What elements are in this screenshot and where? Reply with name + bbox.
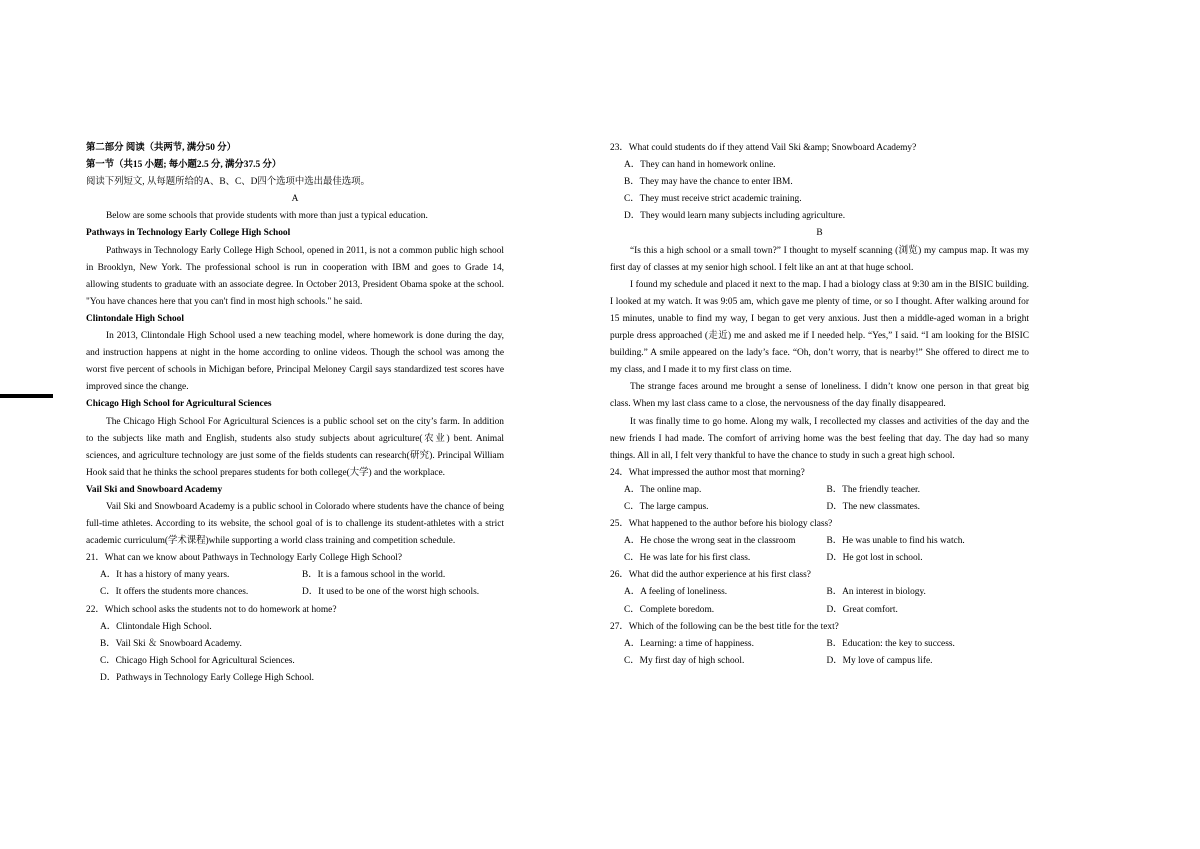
answer-option: C．He was late for his first class. [624, 553, 751, 564]
question-options [610, 482, 1029, 516]
question-stem: 27．Which of the following can be the best title for the text? [610, 621, 839, 632]
school-heading: Clintondale High School [86, 313, 184, 324]
school-heading: Pathways in Technology Early College High School [86, 228, 291, 239]
school-heading: Chicago High School for Agricultural Sciences [86, 399, 272, 410]
answer-option: A．A feeling of loneliness. [624, 587, 728, 598]
question-options [610, 533, 1029, 567]
left-column [86, 140, 504, 687]
question-stem: 23．What could students do if they attend Vail Ski &amp; Snowboard Academy? [610, 143, 917, 153]
answer-option: A．Learning: a time of happiness. [624, 638, 754, 649]
answer-option: C．They must receive strict academic training. [624, 194, 802, 205]
answer-option: B．Vail Ski ＆ Snowboard Academy. [100, 638, 242, 649]
question-options [86, 619, 504, 687]
section-heading: 第一节（共15 小题; 每小题2.5 分, 满分37.5 分） [86, 160, 282, 171]
answer-option: D．My love of campus life. [826, 655, 933, 666]
answer-option: D．They would learn many subjects including agriculture. [624, 211, 846, 222]
answer-option: A．The online map. [624, 484, 702, 495]
question-stem: 25．What happened to the author before his biology class? [610, 519, 833, 530]
story-paragraph: It was finally time to go home. Along my walk, I recollected my classes and activities of the day and the new friends I had made. The comfort of arriving home was the best feeling that day. The day had so many things. All in all, I felt very thankful to have the chance to study in such a great high school. [610, 416, 1029, 461]
answer-option: C．It offers the students more chances. [100, 587, 249, 598]
school-heading: Vail Ski and Snowboard Academy [86, 484, 223, 495]
answer-option: C．My first day of high school. [624, 655, 745, 666]
answer-option: C．Chicago High School for Agricultural Sciences. [100, 655, 295, 666]
part-heading: 第二部分 阅读（共两节, 满分50 分） [86, 143, 237, 153]
answer-option: B．He was unable to find his watch. [826, 536, 965, 547]
answer-option: A．Clintondale High School. [100, 621, 212, 632]
answer-option: D．The new classmates. [826, 501, 920, 512]
answer-option: A．They can hand in homework online. [624, 160, 776, 171]
answer-option: B．Education: the key to success. [826, 638, 955, 649]
answer-option: D．It used to be one of the worst high schools. [302, 587, 480, 598]
question-stem: 22．Which school asks the students not to do homework at home? [86, 604, 337, 615]
question-options [610, 157, 1029, 225]
answer-option: A．He chose the wrong seat in the classroom [624, 536, 796, 547]
question-options [610, 584, 1029, 618]
school-paragraph: In 2013, Clintondale High School used a new teaching model, where homework is done during the day, and instruction happens at night in the home according to online videos. Though the school was among the worst five percent of schools in Michigan before, Principal Meloney Cargil says standardized test scores have improved since the change. [86, 331, 504, 393]
story-paragraph: The strange faces around me brought a sense of loneliness. I didn’t know one person in that great big class. When my last class came to a close, the nervousness of the day finally disappeared. [610, 382, 1029, 410]
answer-option: C．Complete boredom. [624, 604, 715, 615]
answer-option: B．It is a famous school in the world. [302, 570, 446, 581]
answer-option: D．Pathways in Technology Early College High School. [100, 672, 314, 683]
question-options [86, 567, 504, 601]
question-stem: 21．What can we know about Pathways in Technology Early College High School? [86, 553, 403, 564]
question-options [610, 636, 1029, 670]
answer-option: B．They may have the chance to enter IBM. [624, 177, 793, 188]
answer-option: D．Great comfort. [826, 604, 898, 615]
story-paragraph: I found my schedule and placed it next to the map. I had a biology class at 9:30 am in the BISIC building. I looked at my watch. It was 9:05 am, which gave me plenty of time, or so I thought. After walking around for 15 minutes, unable to find my way, I began to get very anxious. Just then a middle-aged woman in a bright purple dress approached (走近) me and asked me if I needed help. “Yes,” I said. “I am looking for the BISIC building.” A smile appeared on the lady’s face. “Oh, don’t worry, that is nearby!” She offered to direct me to my class, and I made it to my first class on time. [610, 279, 1029, 376]
instruction-text: 阅读下列短文, 从每题所给的A、B、C、D四个选项中选出最佳选项。 [86, 177, 370, 188]
school-paragraph: Vail Ski and Snowboard Academy is a public school in Colorado where students have the chance of being full-time athletes. According to its website, the school goal of is to challenge its student-athletes with a strict academic curriculum(学术课程)while supporting a world class training and competition schedule. [86, 501, 504, 547]
passage-b-label: B [816, 228, 823, 239]
question-stem: 26．What did the author experience at his first class? [610, 570, 811, 581]
margin-marker [0, 394, 53, 398]
passage-a-intro: Below are some schools that provide students with more than just a typical education. [106, 211, 428, 222]
answer-option: B．An interest in biology. [826, 587, 926, 598]
right-column [610, 140, 1029, 670]
story-paragraph: “Is this a high school or a small town?” I thought to myself scanning (浏览) my campus map. It was my first day of classes at my senior high school. I felt like an ant at that huge school. [610, 245, 1029, 273]
school-paragraph: The Chicago High School For Agricultural Sciences is a public school set on the city’s farm. In addition to the subjects like math and English, students also study subjects about agriculture(农业) bent. Animal sciences, and agriculture technology are just some of the fields students can research(研究). Principal William Hook said that he thinks the school prepares students for both college(大学) and the workplace. [86, 416, 504, 478]
passage-a-label: A [291, 194, 299, 205]
answer-option: B．The friendly teacher. [826, 484, 920, 495]
answer-option: D．He got lost in school. [826, 553, 923, 564]
school-paragraph: Pathways in Technology Early College High School, opened in 2011, is not a common public high school in Brooklyn, New York. The professional school is run in cooperation with IBM and goes to Grade 14, allowing students to graduate with an associate degree. In October 2013, President Obama spoke at the school. "You have chances here that you can't find in most high schools." he said. [86, 245, 504, 307]
question-stem: 24．What impressed the author most that morning? [610, 467, 805, 478]
answer-option: A．It has a history of many years. [100, 570, 230, 581]
answer-option: C．The large campus. [624, 501, 709, 512]
